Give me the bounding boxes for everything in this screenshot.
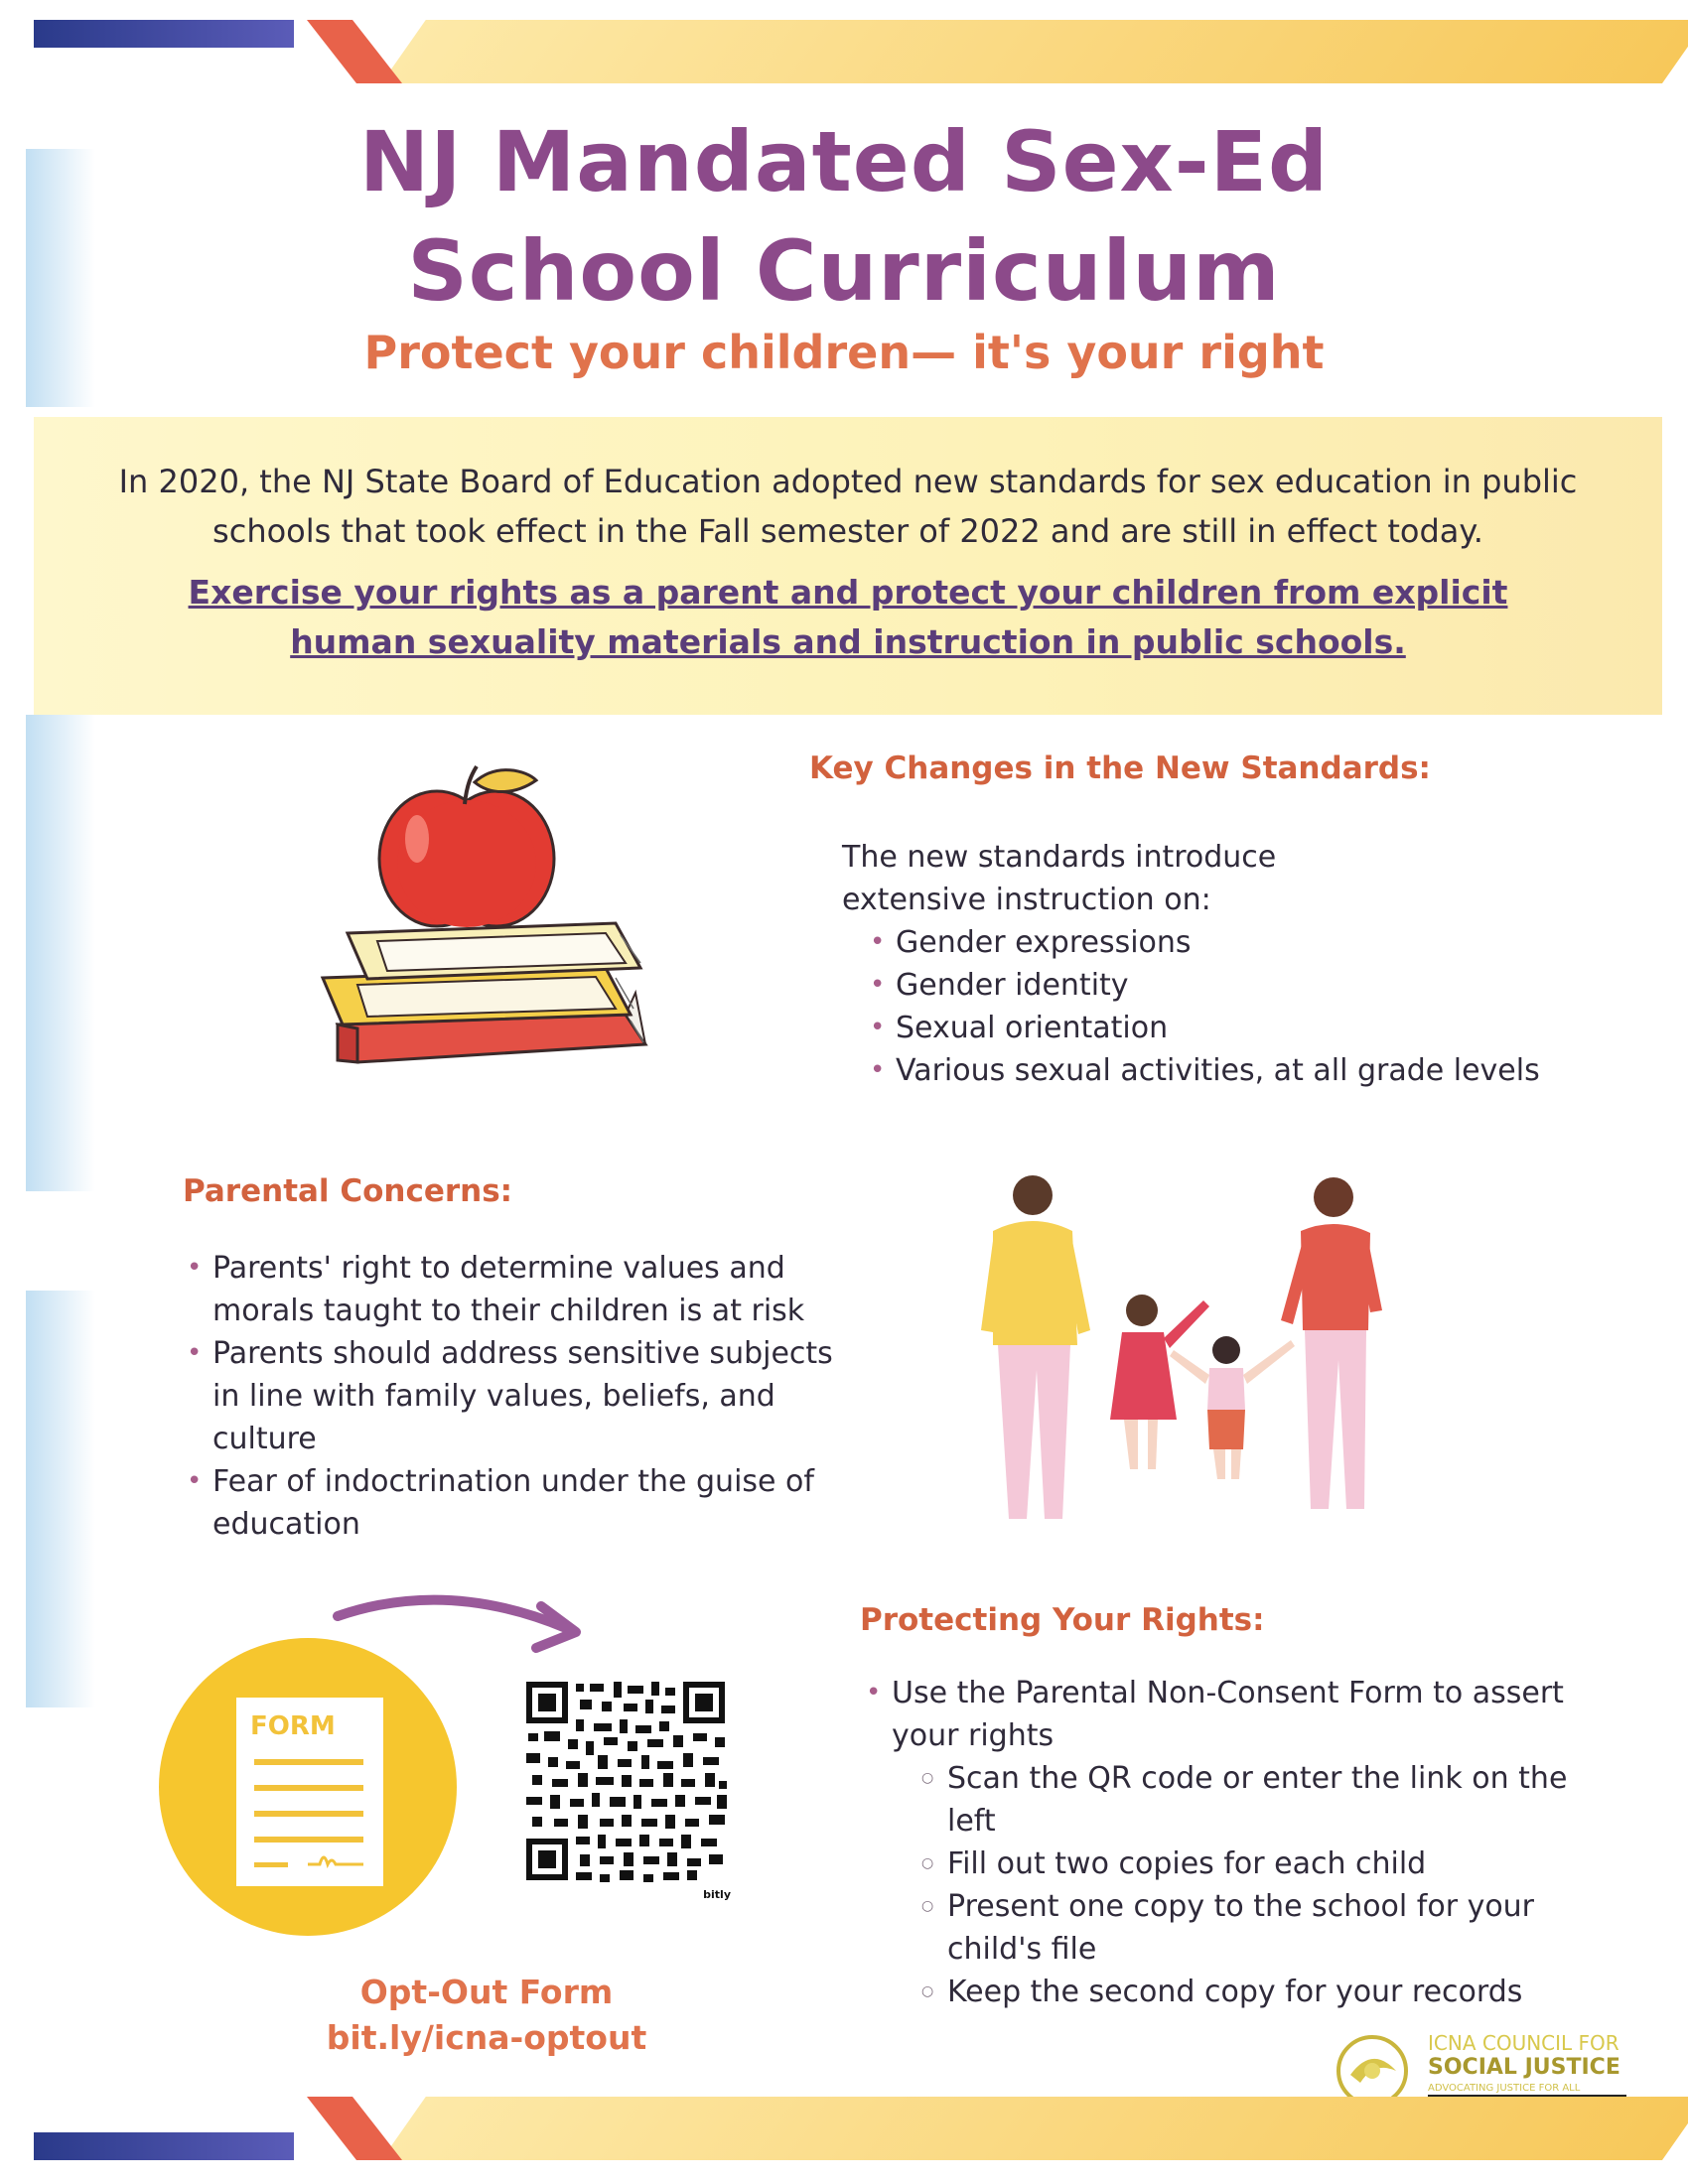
parental-concerns-list: [183, 1247, 848, 1546]
logo-line-2: SOCIAL JUSTICE: [1428, 2055, 1620, 2080]
title-line-1: NJ Mandated Sex-Ed: [358, 113, 1330, 210]
list-item: • Gender identity: [866, 964, 1581, 1007]
apple-books-illustration: [298, 764, 675, 1082]
list-item: • Various sexual activities, at all grade levels: [866, 1049, 1581, 1092]
edge-wash: [26, 715, 95, 1191]
intro-box: [34, 417, 1662, 715]
qr-code[interactable]: [524, 1680, 735, 1902]
sub-list: [892, 1757, 1577, 2013]
optout-caption: [248, 1970, 725, 2061]
qr-caption: bitly: [703, 1888, 731, 1901]
edge-wash: [26, 1291, 95, 1707]
parental-concerns-heading: Parental Concerns:: [183, 1173, 513, 1209]
sub-list-item: ○ Fill out two copies for each child: [892, 1843, 1577, 1885]
sub-list-item: ○ Scan the QR code or enter the link on the left: [892, 1757, 1577, 1843]
list-item: • Sexual orientation: [866, 1007, 1581, 1049]
page-title: [0, 107, 1688, 326]
top-decorative-band: [34, 20, 1662, 83]
band-yellow-stripe: [381, 20, 1688, 83]
logo-line-3: ADVOCATING JUSTICE FOR ALL: [1428, 2083, 1581, 2094]
form-label: FORM: [250, 1711, 336, 1741]
list-item: • Parents should address sensitive subjects in line with family values, beliefs, and culture: [183, 1332, 848, 1460]
form-line: [254, 1811, 363, 1817]
protecting-rights-heading: Protecting Your Rights:: [860, 1602, 1265, 1638]
list-item: • Gender expressions: [866, 921, 1581, 964]
protecting-rights-list: [862, 1672, 1577, 2013]
band-red-stripe: [307, 20, 402, 83]
band-blue-stripe: [34, 20, 294, 48]
bottom-decorative-band: [34, 2097, 1662, 2160]
key-changes-heading: Key Changes in the New Standards:: [809, 751, 1431, 786]
form-line: [254, 1759, 363, 1765]
form-line: [254, 1837, 363, 1843]
logo-line-1: ICNA COUNCIL FOR: [1428, 2031, 1619, 2055]
signature-icon: [306, 1846, 365, 1870]
title-line-2: School Curriculum: [407, 222, 1281, 320]
band-red-stripe: [307, 2097, 402, 2160]
sub-list-item: ○ Present one copy to the school for your child's file: [892, 1885, 1577, 1971]
family-illustration: [953, 1161, 1420, 1539]
list-item-text: Use the Parental Non-Consent Form to assert your rights: [892, 1676, 1564, 1753]
form-document-icon: [236, 1698, 383, 1886]
list-item: [862, 1672, 1577, 2013]
form-icon: [159, 1638, 457, 1936]
call-to-action-text: Exercise your rights as a parent and protect your children from explicit human sexuality materials and instruction in public schools.: [188, 573, 1508, 661]
list-item: • Parents' right to determine values and morals taught to their children is at risk: [183, 1247, 848, 1332]
subtitle: Protect your children— it's your right: [363, 326, 1325, 379]
form-line: [254, 1785, 363, 1791]
intro-text: In 2020, the NJ State Board of Education adopted new standards for sex education in public schools that took effect in the Fall semester of 2022 and are still in effect today.: [118, 463, 1578, 550]
band-blue-stripe: [34, 2132, 294, 2160]
optout-label: Opt-Out Form: [359, 1973, 614, 2011]
band-yellow-stripe: [381, 2097, 1688, 2160]
key-changes-list: [866, 921, 1581, 1092]
form-line: [254, 1862, 288, 1867]
sub-list-item: ○ Keep the second copy for your records: [892, 1971, 1577, 2013]
list-item: • Fear of indoctrination under the guise of education: [183, 1460, 848, 1546]
key-changes-lead: The new standards introduce extensive instruction on:: [842, 840, 1277, 917]
optout-link[interactable]: bit.ly/icna-optout: [326, 2018, 647, 2057]
